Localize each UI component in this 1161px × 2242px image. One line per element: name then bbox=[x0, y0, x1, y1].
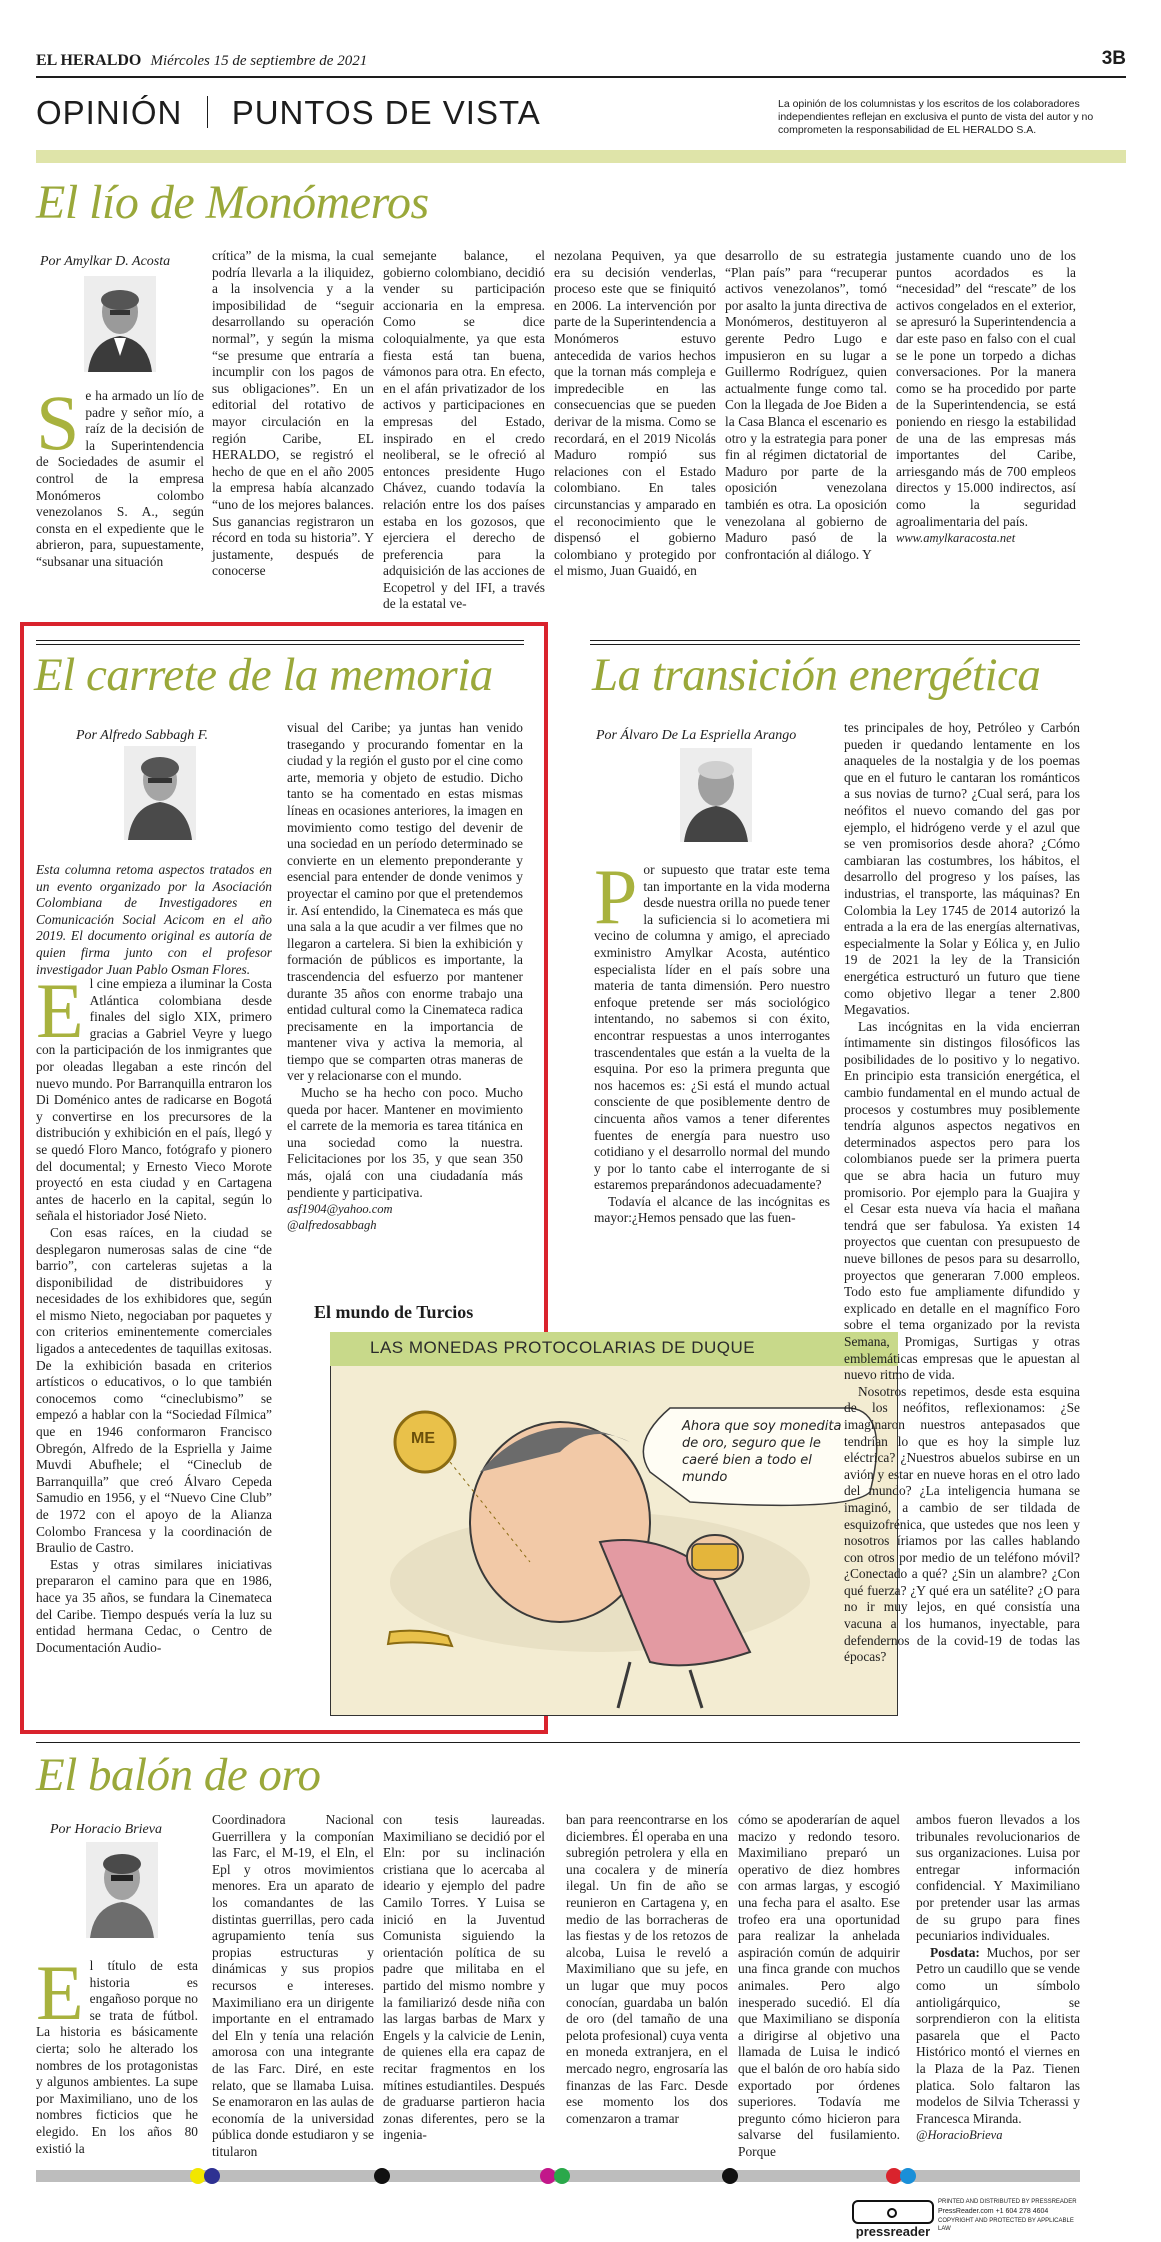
article3-byline: Por Álvaro De La Espriella Arango bbox=[596, 728, 797, 743]
author-portrait-acosta bbox=[84, 276, 156, 372]
page-number: 3B bbox=[1101, 48, 1126, 69]
cartoon-section-title: El mundo de Turcios bbox=[314, 1302, 474, 1322]
cartoon-banner: LAS MONEDAS PROTOCOLARIAS DE DUQUE bbox=[370, 1338, 756, 1357]
author-portrait-espriella bbox=[680, 748, 752, 842]
cartoon-illustration bbox=[330, 1332, 898, 1716]
postscript-text: Muchos, por ser Petro un caudillo que se vende como un símbolo antioligárquico, se sorprendieron con la elitista pasarela que el Pacto Histórico montó el viernes en la Plaza de la Paz. Tienen platica. Solo faltaron las modelos de Silvia Tcherassi y Francesca Miranda. bbox=[916, 1944, 1080, 2126]
reg-mark-black bbox=[374, 2168, 390, 2184]
article1-column-6: justamente cuando uno de los puntos acordados es la “necesidad” del “rescate” de los activos congelados en el exterior, se apresuró la Superintendencia a dar este paso en falso con el cual se le pone un torpedo a dichas conversaciones. Por la manera como se ha procedido por parte de la Superintendencia, se está poniendo en riesgo la estabilidad de una de las empresas más importantes del Caribe, arriesgando más de 700 empleos directos y 15.000 indirectos, así como la seguridad agroalimentaria del país. www.amylkaracosta.net bbox=[896, 248, 1076, 546]
article4-column-1: El título de esta historia es engañoso porque no se trata de fútbol. La historia es básicamente cierta; solo he alterado los nombres de los protagonistas y algunos ambientes. La supe por Maximiliano, uno de los nombres ficticios que he elegido. En los años 80 existió la bbox=[36, 1949, 198, 2156]
article2-title: El carrete de la memoria bbox=[34, 649, 493, 701]
article2-top-rule-2 bbox=[36, 644, 524, 645]
article2-column-1: El cine empieza a iluminar la Costa Atlántica colombiana desde finales del siglo XIX, primero gracias a Gabriel Veyre y luego con la participación de los inmigrantes que por oleadas llegaban a este rincón del nuevo mundo. Por Barranquilla entraron los Di Doménico antes de radicarse en Bogotá y convertirse en los precursores de la distribución y exhibición en el país, llegó y se quedó Floro Manco, fotógrafo y pionero del documental; y Ernesto Vieco Morote proyectó en esta ciudad y en Cartagena antes de hacerlo en la capital, según lo señala el historiador José Nieto. Con esas raíces, en la ciudad se desplegaron numerosas salas de cine “de barrio”, con carteleras sujetas a la disponibilidad de distribuidores y necesidades de los exhibidores que, según el mismo Nieto, negociaban por paquetes y con criterios eminentemente comerciales ligados a antecedentes de taquillas exitosas. De la exhibición basada en criterios artísticos o educativos, o lo que también conocemos como “cineclubismo” se empezó a hablar con la “Sociedad Fílmica” que en 1946 conformaron Francisco Obregón, Alfredo de la Espriella y Jaime Muvdi Abufhele; el “Cineclub de Barranquilla” que creó Álvaro Cepeda Samudio en 1956, y el “Nuevo Cine Club” de 1972 con el apoyo de la Alianza Colombo Francesa y la coordinación de Braulio de Castro. Estas y otras similares iniciativas prepararon el camino para que en 1986, hace ya 35 años, se fundara la Cinemateca del Caribe. Tiempo después vería la luz su entidad hermana Cedac, o Centro de Documentación Audio- bbox=[36, 967, 272, 1655]
paper-name: EL HERALDO bbox=[36, 52, 142, 69]
article4-column-3: con tesis laureadas. Maximiliano se decidió por el Eln: por su inclinación cristiana que lo acercaba al ideario y ejemplo del padre Camilo Torres. Y Luisa se inició en la Juventud Comunista siguiendo la orientación política de su padre que militaba en el partido del mismo nombre y la familiarizó desde niña con las largas barbas de Marx y Engels y la calvicie de Lenin, de quienes ella era capaz de recitar fragmentos en los mítines estudiantiles. Después de graduarse partieron hacia zonas diferentes, pero se la ingenia- bbox=[383, 1812, 545, 2143]
author-portrait-brieva bbox=[86, 1842, 158, 1938]
article3-title: La transición energética bbox=[592, 649, 1041, 701]
section-header bbox=[36, 94, 776, 140]
article4-byline: Por Horacio Brieva bbox=[50, 1822, 162, 1837]
article4-signature: @HoracioBrieva bbox=[916, 2128, 1003, 2143]
article3-column-1: Por supuesto que tratar este tema tan importante en la vida moderna desde nuestra orilla no puede tener la suficiencia si lo acometiera mi vecino de columna y amigo, el apreciado exministro Amylkar Acosta, auténtico especialista líder en el país sobre una materia de tanta dimensión. Pero nuestro enfoque pretende ser más sociológico intentando, no sabemos si con éxito, encontrar respuestas a unos interrogantes trascendentales que están a la vuelta de la esquina. Por eso la primera pregunta que nos hacemos es: ¿Si está el mundo actual consciente de que posiblemente dentro de cincuenta años vamos a tener diferentes fuentes de energía para nuestro uso cotidiano y el desarrollo normal del mundo y por lo tanto cabe el interrogante de si estaremos preparándonos adecuadamente? Todavía el alcance de las incógnitas es mayor:¿Hemos pensado que las fuen- bbox=[594, 853, 830, 1226]
article1-column-3: semejante balance, el gobierno colombiano, decidió vender su participación accionaria en la empresa. Como se dice coloquialmente, ya que esta fiesta está tan buena, vámonos para otra. En efecto, en el afán privatizador de los activos y participaciones en empresas del Estado, inspirado en el credo neoliberal, se le ofreció al entonces presidente Hugo Chávez, cuando todavía la relación entre los dos países estaba en los gozosos, que ejerciera el derecho de preferencia para la adquisición de las acciones de Ecopetrol y del IFI, a través de la estatal ve- bbox=[383, 248, 545, 612]
disclaimer: La opinión de los columnistas y los escritos de los colaboradores independientes reflejan en exclusiva el punto de vista del autor y no comprometen la responsabilidad de EL HERALDO S.A. bbox=[778, 98, 1094, 136]
article2-lede: Esta columna retoma aspectos tratados en un evento organizado por la Asociación Colombiana de Investigadores en Comunicación Social Acicom en el año 2019. El documento original es autoría de quien firma junto con el profesor investigador Juan Pablo Osman Flores. bbox=[36, 862, 272, 977]
article4-column-6: ambos fueron llevados a los tribunales revolucionarios de sus organizaciones. Luisa por entregar información confidencial. Y Maximiliano por pretender usar las armas de su grupo para fines pecuniarios individuales. Posdata: Muchos, por ser Petro un caudillo que se vende como un símbolo antioligárquico, se sorprendieron con la elitista pasarela que el Pacto Histórico montó el viernes en la Plaza de la Paz. Tienen platica. Solo faltaron las modelos de Silvia Tcherassi y Francesca Miranda. @HoracioBrieva bbox=[916, 1812, 1080, 2143]
article1-column-5: desarrollo de su estrategia “Plan país” para “recuperar activos venezolanos”, tomó por asalto la junta directiva de Monómeros, destituyeron al gerente Pedro Lugo e impusieron en su lugar a Guillermo Rodríguez, quien actualmente funge como tal. Con la llegada de Joe Biden a la Casa Blanca el escenario es otro y la estrategia para poner fin al régimen dictatorial de Maduro por parte de la oposición venezolana también es otra. La oposición venezolana al gobierno de Maduro pasó de la confrontación al diálogo. Y bbox=[725, 248, 887, 562]
article1-byline: Por Amylkar D. Acosta bbox=[40, 254, 171, 269]
reg-mark-black-2 bbox=[722, 2168, 738, 2184]
subsection-title: PUNTOS DE VISTA bbox=[231, 94, 541, 131]
author-portrait-sabbagh bbox=[124, 746, 196, 840]
masthead-rule bbox=[36, 76, 1126, 78]
article1-signature: www.amylkaracosta.net bbox=[896, 531, 1016, 546]
article4-title: El balón de oro bbox=[36, 1749, 321, 1801]
article3-top-rule bbox=[590, 640, 1080, 641]
pressreader-printed: PRINTED AND DISTRIBUTED BY PRESSREADER bbox=[938, 2199, 1077, 2205]
reg-mark-cyan bbox=[900, 2168, 916, 2184]
masthead bbox=[36, 50, 1126, 74]
pressreader-icon bbox=[887, 2208, 897, 2218]
pressreader-info[interactable]: PressReader.com +1 604 278 4604 bbox=[938, 2208, 1049, 2215]
article2-signature-email: asf1904@yahoo.com bbox=[287, 1202, 393, 1217]
article2-byline: Por Alfredo Sabbagh F. bbox=[76, 728, 208, 743]
registration-marks bbox=[36, 2168, 1080, 2184]
article3-top-rule-2 bbox=[590, 644, 1080, 645]
section-title: OPINIÓN bbox=[36, 94, 183, 131]
postscript-label: Posdata: bbox=[930, 1944, 980, 1960]
article1-column-1: Se ha armado un lío de padre y señor mío, a raíz de la decisión de la Superintendencia de Sociedades de asumir el control de la empresa Monómeros colombo venezolanos S. A., según consta en el expediente que le abrieron, para, supuestamente, “subsanar una situación bbox=[36, 379, 204, 569]
article1-column-4: nezolana Pequiven, ya que era su decisión venderlas, proceso este que se finiquitó en 2006. La intervención por parte de la Superintendencia a Monómeros estuvo antecedida de varios hechos que la tornan más compleja e impredecible en las consecuencias que se pueden derivar de la misma. Como se recordará, en el 2019 Nicolás Maduro rompió sus relaciones con el Estado colombiano. En tales circunstancias y amparado en el reconocimiento que le dispensó el gobierno colombiano y protegido por el mismo, Juan Guaidó, en bbox=[554, 248, 716, 579]
article2-signature-handle: @alfredosabbagh bbox=[287, 1218, 377, 1233]
issue-date: Miércoles 15 de septiembre de 2021 bbox=[150, 53, 368, 69]
pressreader-logo[interactable] bbox=[852, 2200, 934, 2239]
pressreader-copyright: COPYRIGHT AND PROTECTED BY APPLICABLE LAW bbox=[938, 2218, 1074, 2232]
article4-column-5: cómo se apoderarían de aquel macizo y redondo tesoro. Maximiliano preparó un operativo de diez hombres con armas largas, y escogió una fecha para el asalto. Ese trofeo era una oportunidad para realizar la anhelada aspiración común de adquirir una finca grande con muchos animales. Pero algo inesperado sucedió. El día que Maximiliano se disponía a dirigirse al objetivo una llamada de Luisa le indicó que el balón de oro había sido exportado por órdenes superiores. Todavía me pregunto cómo hicieron para salvarse del fusilamiento. Porque bbox=[738, 1812, 900, 2159]
section-divider bbox=[207, 96, 208, 128]
article2-column-2: visual del Caribe; ya juntas han venido trasegando y procurando fomentar en la ciudad y la región el gusto por el cine como arte, memoria y objeto de estudio. Dicho tanto se ha comentado en estas mismas líneas en ocasiones anteriores, la imagen en movimiento como testigo del devenir de una sociedad en un período determinado se convierte en un elemento preponderante y esencial para entender de donde venimos y proyectar el camino por que el pretendemos ir. Así entendido, la Cinemateca es más que una sala a la que acudir a ver filmes que no llegaron a cartelera. Si bien la exhibición y formación de públicos es importante, la trascendencia del esfuerzo por mantener durante 35 años con enorme trabajo una entidad cultural como la Cinemateca radica precisamente en la importancia de mantener viva y activa la memoria, al tiempo que se comparten otras maneras de ver y relacionarse con el mundo. Mucho se ha hecho con poco. Mucho queda por hacer. Mantener en movimiento el carrete de la memoria es tarea titánica en una sociedad como la nuestra. Felicitaciones por los 35, y que sean 350 más, ojalá con una ciudadanía más pendiente y participativa. asf1904@yahoo.com @alfredosabbagh bbox=[287, 720, 523, 1233]
cartoon bbox=[330, 1332, 898, 1716]
pressreader-footer bbox=[852, 2196, 1080, 2239]
reg-mark-blue bbox=[204, 2168, 220, 2184]
article4-column-2: Coordinadora Nacional Guerrillera y la componían las Farc, el M-19, el Eln, el Epl y otros movimientos menores. Era un aparato de los comandantes de las distintas guerrillas, pero cada agrupamiento tenía sus propias estructuras y dinámicas y sus propios recursos e intereses. Maximiliano era un dirigente importante en el entramado del Eln y tenía una relación amorosa con una integrante de las Farc. Diré, en este relato, que se llamaba Luisa. Se enamoraron en las aulas de economía de la universidad pública donde estudiaron y se titularon bbox=[212, 1812, 374, 2159]
article2-top-rule bbox=[36, 640, 524, 641]
cartoon-speech-bubble: Ahora que soy monedita de oro, seguro que le caeré bien a todo el mundo bbox=[682, 1419, 842, 1485]
article3-column-2: tes principales de hoy, Petróleo y Carbón pueden ir quedando lentamente en los anaqueles de la nostalgia y de los poemas que en el futuro le cantaran los románticos a sus novias de turno? ¿Cual será, para los neófitos el nuevo comando del gas por ejemplo, el hidrógeno verde y el azul que se ven promisorios desde ahora? ¿Cómo cambiaran las costumbres, los hábitos, el desarrollo del progreso y los países, las industrias, el transporte, las máquinas? En Colombia la Ley 1745 de 2014 autorizó la entrada a la era de las energías alternativas, especialmente la Solar y Eólica y, en Julio 19 de 2021 la ley de la Transición energética estructuró un futuro que tiene como objetivo llegar a tener 2.800 Megavatios. Las incógnitas en la vida encierran íntimamente sin distingos filosóficos las posibilidades de lo positivo y lo negativo. En principio esta transición energética, el cambio fundamental en el mundo actual de procesos y costumbres muy posiblemente tendría algunos aspectos negativos en determinados aspectos pero para los colombianos puede ser la primera puerta que se abra hacia un futuro muy promisorio. Por ejemplo para la Guajira y el Cesar esta nueva vía hacia el mañana tendrá que ser fabulosa. Ya existen 14 proyectos que cuentan con presupuesto de nueve billones de pesos para su desarrollo, proyectos que generaran 7.000 empleos. Todo esto fue ampliamente difundido y explicado en detalle en el magnífico Foro sobre el tema organizado por la revista Semana, Promigas, Surtigas y otras emblemáticas empresas que le apuestan al nuevo ritmo de vida. Nosotros repetimos, desde esta esquina de los neófitos, reflexionamos: ¿Se imaginaron nuestros antepasados que tendrían lo que es hoy la simple luz eléctrica? ¿Nuestros abuelos subirse en un avión y estar en nueve horas en el otro lado del mundo? ¿La inteligencia humana se imaginó, a cambio de ser tildada de esquizofrénica, que ustedes que nos leen y nosotros íriamos por las calles hablando con otros por medio de un teléfono móvil? ¿Conectado a qué? ¿Sin un alambre? ¿Con qué fuerza? ¿Y qué era un satélite? ¿O para no ir muy lejos, en qué consistía una vacuna a los humanos, inyectable, para defendernos de la covid-19 de todas las épocas? bbox=[844, 720, 1080, 1665]
section-band bbox=[36, 150, 1126, 163]
pressreader-logo-text: pressreader bbox=[855, 2224, 931, 2239]
article1-title: El lío de Monómeros bbox=[36, 176, 429, 229]
cartoon-coin-label: ME bbox=[411, 1430, 435, 1447]
article4-top-rule bbox=[36, 1742, 1080, 1743]
article1-column-2: crítica” de la misma, la cual podría llevarla a la iliquidez, a la insolvencia y a la imposibilidad de “seguir desarrollando su operación normal”, y según la misma “se presume que entraría a incumplir con los pagos de sus obligaciones”. En un editorial del rotativo de mayor circulación en la región Caribe, EL HERALDO, se registró el hecho de que en el año 2005 la empresa había alcanzado “uno de los mejores balances. Sus ganancias registraron un récord en toda su historia”. Y justamente, después de conocerse bbox=[212, 248, 374, 579]
reg-mark-green bbox=[554, 2168, 570, 2184]
article4-column-4: ban para reencontrarse en los diciembres. Él operaba en una subregión petrolera y ella en una cocalera y de minería ilegal. Un fin de año se reunieron en Cartagena y, en medio de las borracheras de las fiestas y de los retozos de alcoba, Luisa le reveló a Maximiliano que su jefe, en un lugar que muy pocos conocían, guardaba un balón de oro (del tamaño de una pelota profesional) cuya venta en moneda extranjera, en el mercado negro, engrosaría las finanzas de las Farc. Desde ese momento los dos comenzaron a tramar bbox=[566, 1812, 728, 2126]
